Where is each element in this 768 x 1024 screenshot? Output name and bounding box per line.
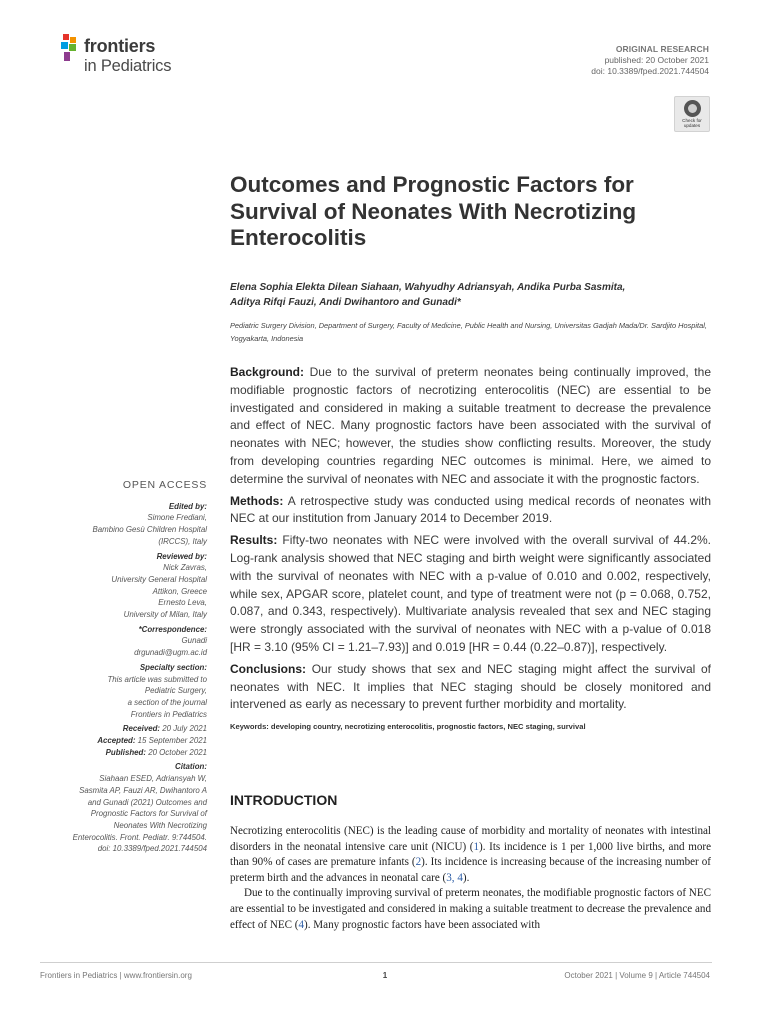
abstract-text: Fifty-two neonates with NEC were involved with the overall survival of 44.2%. Log-rank analysis showed that NEC staging and birth weight were significantly associated with the survival of neonates with NEC with a p-value of 0.010 and 0.002, respectively, while sex, APGAR score, platelet count, and type of treatment were not (p = 0.068, 0.752, 0.087, and 0.343, respectively). Multivariate analysis revealed that sex and NEC staging were strongly associated with the survival of neonates with NEC with a p-value of 0.018 [HR = 3.10 (95% CI = 1.21–7.93)] and 0.019 [HR = 0.44 (0.22–0.87)], respectively. [230, 533, 711, 654]
footer-journal-link[interactable]: Frontiers in Pediatrics | www.frontiersin.org [40, 971, 192, 980]
abstract-text: Due to the survival of preterm neonates being continually improved, the modifiable prognostic factors of necrotizing enterocolitis (NEC) are essential to be investigated and considered in making a suitable treatment to decrease the prevalence and effect of NEC. Many prognostic factors have been associated with the survival of neonates with NEC; however, the studies show conflicting results. Moreover, the study from developing countries regarding NEC outcomes is minimal. Here, we aimed to determine the survival of neonates with NEC and associate it with the prognostic factors. [230, 365, 711, 486]
received-date: Received: 20 July 2021 [122, 724, 207, 734]
paragraph: Due to the continually improving survival of preterm neonates, the modifiable prognostic factors of NEC are essential to be investigated and considered in making a suitable treatment to decrease the prevalence and effect of NEC (4). Many prognostic factors have been associated with [230, 887, 711, 931]
authors-line: Aditya Rifqi Fauzi, Andi Dwihantoro and Gunadi* [230, 297, 461, 308]
specialty-section-block: Specialty section: This article was submitted to Pediatric Surgery, a section of the journal Frontiers in Pediatrics [40, 662, 207, 721]
abstract-conclusions [230, 661, 711, 714]
open-access-label: OPEN ACCESS [122, 479, 207, 491]
article-meta [591, 44, 709, 77]
article-doi[interactable]: doi: 10.3389/fped.2021.744504 [591, 66, 709, 76]
badge-text: Check for updates [682, 118, 702, 128]
affiliation: Pediatric Surgery Division, Department of Surgery, Faculty of Medicine, Public Health and Nursing, Universitas Gadjah Mada/Dr. Sardjito Hospital, Yogyakarta, Indonesia [230, 321, 707, 343]
abstract [230, 364, 711, 736]
sidebar-heading: Citation: [175, 762, 207, 772]
citation-block: Citation: Siahaan ESED, Adriansyah W, Sasmita AP, Fauzi AR, Dwihantoro A and Gunadi (2021) Outcomes and Prognostic Factors for Survival of Neonates With Necrotizing Enterocolitis. Front. Pediatr. 9:744504. doi: 10.3389/fped.2021.744504 [40, 761, 207, 855]
journal-name-line1: frontiers [84, 36, 156, 56]
dates-block [40, 723, 207, 758]
section-heading-introduction: INTRODUCTION [230, 792, 338, 808]
abstract-label: Background: [230, 365, 305, 379]
abstract-text: Our study shows that sex and NEC staging might affect the survival of neonates with NEC. It implies that NEC staging should be closely monitored and intervened as early as necessary to prevent further morbidity and mortality. [230, 661, 711, 712]
article-sidebar [40, 480, 207, 858]
sidebar-heading: Specialty section: [139, 662, 207, 672]
abstract-label: Conclusions: [230, 661, 307, 676]
reference-link[interactable]: 1 [473, 840, 480, 853]
reference-link[interactable]: 4 [298, 918, 305, 931]
sidebar-heading: Edited by: [168, 501, 207, 511]
reviewed-by-block: Reviewed by: Nick Zavras, University General Hospital Attikon, Greece Ernesto Leva, University of Milan, Italy [40, 551, 207, 621]
published-date: published: 20 October 2021 [604, 55, 709, 65]
check-for-updates-badge[interactable] [674, 96, 710, 132]
abstract-results [230, 532, 711, 657]
article-title: Outcomes and Prognostic Factors for Survival of Neonates With Necrotizing Enterocolitis [230, 172, 637, 250]
correspondence-block: *Correspondence: Gunadi drgunadi@ugm.ac.id [40, 624, 207, 659]
abstract-label: Results: [230, 533, 278, 548]
page-number: 1 [382, 971, 388, 980]
reference-link[interactable]: 2 [415, 856, 422, 869]
authors-line: Elena Sophia Elekta Dilean Siahaan, Wahyudhy Adriansyah, Andika Purba Sasmita, [230, 282, 626, 293]
check-for-updates-icon [684, 100, 701, 117]
article-type: ORIGINAL RESEARCH [615, 44, 709, 54]
footer-issue-info: October 2021 | Volume 9 | Article 744504 [564, 971, 710, 980]
sidebar-heading: *Correspondence: [138, 624, 207, 634]
footer-divider [40, 962, 712, 963]
author-list [230, 280, 710, 310]
keywords: Keywords: developing country, necrotizing enterocolitis, prognostic factors, NEC staging, survival [230, 722, 586, 732]
reference-link[interactable]: 3, 4 [446, 871, 463, 884]
abstract-methods [230, 493, 711, 529]
abstract-label: Methods: [230, 493, 284, 508]
paragraph: Necrotizing enterocolitis (NEC) is the leading cause of morbidity and mortality of neonates with intestinal disorders in the neonatal intensive care unit (NICU) (1). Its incidence is 1 per 1,000 live births, and more than 90% of cases are premature infants (2). Its incidence is increasing because of the increasing number of preterm birth and the advances in neonatal care (3, 4). [230, 825, 712, 884]
journal-name-line2: in Pediatrics [84, 57, 172, 75]
published-date-sidebar: Published: 20 October 2021 [105, 747, 207, 757]
introduction-body [230, 824, 711, 933]
frontiers-logo-icon [57, 34, 83, 64]
sidebar-heading: Reviewed by: [156, 551, 207, 561]
edited-by-block: Edited by: Simone Frediani, Bambino Gesù Children Hospital (IRCCS), Italy [40, 501, 207, 548]
abstract-background [230, 364, 711, 489]
abstract-text: A retrospective study was conducted using medical records of neonates with NEC at our institution from January 2014 to December 2019. [230, 493, 712, 526]
accepted-date: Accepted: 15 September 2021 [97, 736, 207, 746]
correspondence-email[interactable]: drgunadi@ugm.ac.id [134, 648, 207, 658]
journal-logo [57, 34, 197, 80]
